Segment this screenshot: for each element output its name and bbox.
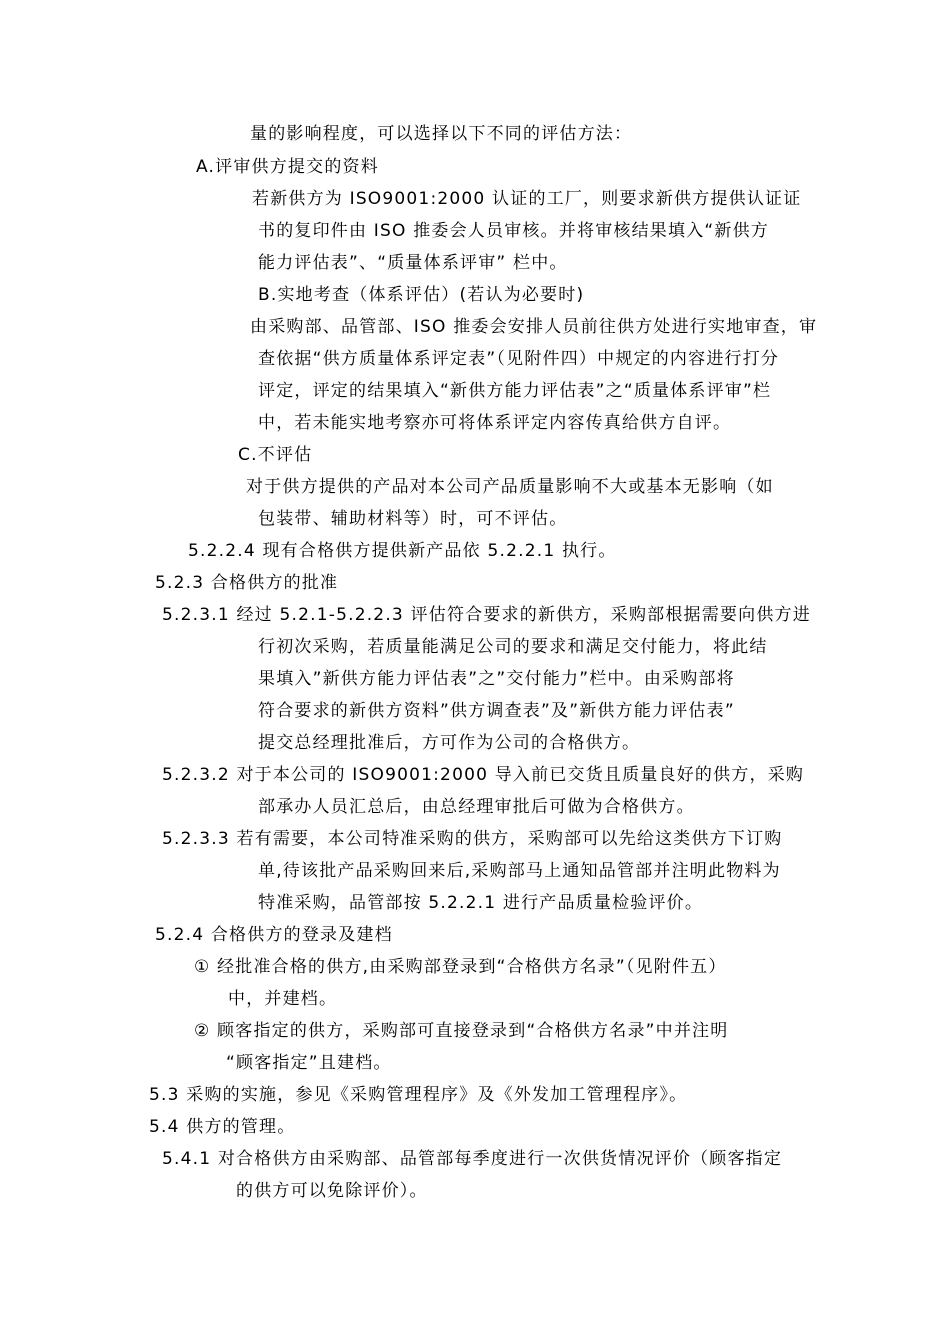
text-line: 符合要求的新供方资料”供方调查表”及”新供方能力评估表” — [258, 701, 735, 721]
text-line: 查依据“供方质量体系评定表”（见附件四）中规定的内容进行打分 — [258, 349, 780, 369]
text-line: 包装带、辅助材料等）时，可不评估。 — [258, 509, 568, 529]
text-line: 由采购部、品管部、ISO 推委会安排人员前往供方处进行实地审查，审 — [250, 317, 818, 337]
text-line: 行初次采购，若质量能满足公司的要求和满足交付能力，将此结 — [258, 637, 768, 657]
text-line: 果填入”新供方能力评估表”之”交付能力”栏中。由采购部将 — [258, 669, 735, 689]
heading-5-4: 5.4 供方的管理。 — [149, 1117, 296, 1137]
clause-5-2-2-4: 5.2.2.4 现有合格供方提供新产品依 5.2.2.1 执行。 — [188, 541, 617, 561]
clause-5-2-3-2: 5.2.3.2 对于本公司的 ISO9001:2000 导入前已交货且质量良好的供方，采购 — [162, 765, 805, 785]
heading-5-2-3: 5.2.3 合格供方的批准 — [155, 573, 339, 593]
text-line: 的供方可以免除评价）。 — [236, 1181, 428, 1201]
text-line: 量的影响程度，可以选择以下不同的评估方法： — [250, 124, 633, 144]
heading-5-3: 5.3 采购的实施，参见《采购管理程序》及《外发加工管理程序》。 — [149, 1085, 688, 1105]
text-line: 对于供方提供的产品对本公司产品质量影响不大或基本无影响（如 — [246, 477, 774, 497]
text-line: 特准采购，品管部按 5.2.2.1 进行产品质量检验评价。 — [258, 893, 704, 913]
heading-5-2-4: 5.2.4 合格供方的登录及建档 — [155, 925, 393, 945]
text-line: 中，若未能实地考察亦可将体系评定内容传真给供方自评。 — [258, 413, 732, 433]
list-item-1: ① 经批准合格的供方,由采购部登录到“合格供方名录”（见附件五） — [194, 957, 727, 977]
text-line: 部承办人员汇总后，由总经理审批后可做为合格供方。 — [258, 797, 695, 817]
clause-5-2-3-1: 5.2.3.1 经过 5.2.1-5.2.2.3 评估符合要求的新供方，采购部根据需要向供方进 — [162, 605, 811, 625]
section-heading-b: B.实地考查（体系评估）(若认为必要时) — [258, 285, 585, 305]
text-line: 评定，评定的结果填入“新供方能力评估表”之“质量体系评审”栏 — [258, 381, 772, 401]
text-line: 若新供方为 ISO9001:2000 认证的工厂，则要求新供方提供认证证 — [252, 189, 802, 209]
text-line: 中，并建档。 — [228, 989, 338, 1009]
text-line: “顾客指定”且建档。 — [226, 1053, 392, 1073]
text-line: 书的复印件由 ISO 推委会人员审核。并将审核结果填入“新供方 — [258, 221, 769, 241]
clause-5-2-3-3: 5.2.3.3 若有需要，本公司特准采购的供方，采购部可以先给这类供方下订购 — [162, 829, 783, 849]
section-heading-c: C.不评估 — [238, 445, 313, 465]
text-line: 提交总经理批准后，方可作为公司的合格供方。 — [258, 733, 641, 753]
clause-5-4-1: 5.4.1 对合格供方由采购部、品管部每季度进行一次供货情况评价（顾客指定 — [162, 1149, 783, 1169]
section-heading-a: A.评审供方提交的资料 — [196, 157, 379, 177]
text-line: 能力评估表”、“质量体系评审” 栏中。 — [258, 253, 568, 273]
list-item-2: ② 顾客指定的供方，采购部可直接登录到“合格供方名录”中并注明 — [194, 1021, 729, 1041]
text-line: 单,待该批产品采购回来后,采购部马上通知品管部并注明此物料为 — [258, 861, 781, 881]
